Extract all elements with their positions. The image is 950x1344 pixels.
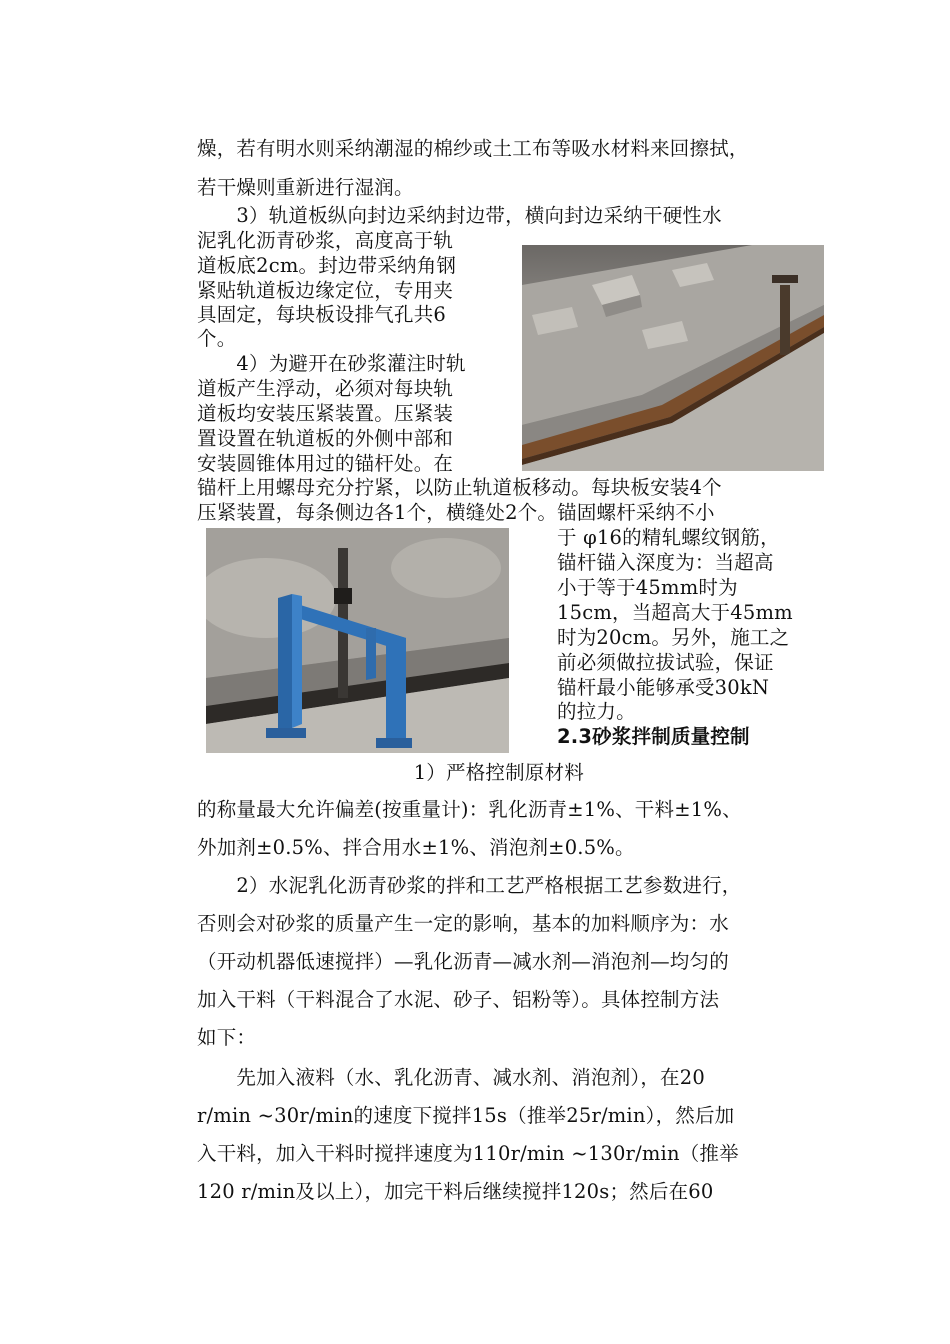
text-line: 1）严格控制原材料 <box>197 761 584 784</box>
text-line: 外加剂±0.5%、拌合用水±1%、消泡剂±0.5%。 <box>197 836 635 859</box>
text-line: r/min ~30r/min的速度下搅拌15s（推举25r/min），然后加 <box>197 1104 735 1127</box>
text-line: 否则会对砂浆的质量产生一定的影响，基本的加料顺序为：水 <box>197 912 729 935</box>
text-line: （开动机器低速搅拌）—乳化沥青—减水剂—消泡剂—均匀的 <box>197 950 729 973</box>
text-line: 锚杆锚入深度为：当超高 <box>557 551 774 574</box>
text-line: 加入干料（干料混合了水泥、砂子、铝粉等）。具体控制方法 <box>197 988 720 1011</box>
text-line: 如下： <box>197 1026 257 1049</box>
text-line: 前必须做拉拔试验，保证 <box>557 651 774 674</box>
text-line: 于 φ16的精轧螺纹钢筋， <box>557 526 780 549</box>
text-line: 具固定，每块板设排气孔共6 <box>197 303 447 326</box>
text-line: 锚杆最小能够承受30kN <box>557 676 770 699</box>
text-line: 2）水泥乳化沥青砂浆的拌和工艺严格根据工艺参数进行， <box>197 874 742 897</box>
text-line: 道板底2cm。封边带采纳角钢 <box>197 254 457 277</box>
text-line: 个。 <box>197 327 237 350</box>
section-heading: 2.3砂浆拌制质量控制 <box>557 725 750 748</box>
text-line: 安装圆锥体用过的锚杆处。在 <box>197 452 454 475</box>
track-slab-edge-photo <box>522 245 824 471</box>
text-line: 道板均安装压紧装置。压紧装 <box>197 402 454 425</box>
text-line: 的拉力。 <box>557 700 636 723</box>
text-line: 入干料，加入干料时搅拌速度为110r/min ~130r/min（推举 <box>197 1142 739 1165</box>
text-line: 小于等于45mm时为 <box>557 576 738 599</box>
text-line: 道板产生浮动，必须对每块轨 <box>197 377 454 400</box>
text-line: 15cm，当超高大于45mm <box>557 601 793 624</box>
text-line: 若干燥则重新进行湿润。 <box>197 176 414 199</box>
text-line: 4）为避开在砂浆灌注时轨 <box>197 352 466 375</box>
text-line: 锚杆上用螺母充分拧紧，以防止轨道板移动。每块板安装4个 <box>197 476 722 499</box>
text-line: 燥，若有明水则采纳潮湿的棉纱或土工布等吸水材料来回擦拭， <box>197 137 749 160</box>
text-line: 泥乳化沥青砂浆，高度高于轨 <box>197 229 454 252</box>
text-line: 紧贴轨道板边缘定位，专用夹 <box>197 279 454 302</box>
text-line: 先加入液料（水、乳化沥青、减水剂、消泡剂），在20 <box>197 1066 705 1089</box>
text-line: 压紧装置，每条侧边各1个，横缝处2个。锚固螺杆采纳不小 <box>197 501 715 524</box>
text-line: 的称量最大允许偏差(按重量计)：乳化沥青±1%、干料±1%、 <box>197 798 742 821</box>
text-line: 时为20cm。另外，施工之 <box>557 626 790 649</box>
clamp-device-photo <box>206 528 509 753</box>
text-line: 3）轨道板纵向封边采纳封边带，横向封边采纳干硬性水 <box>197 204 722 227</box>
text-line: 120 r/min及以上），加完干料后继续搅拌120s；然后在60 <box>197 1180 714 1203</box>
text-line: 置设置在轨道板的外侧中部和 <box>197 427 454 450</box>
